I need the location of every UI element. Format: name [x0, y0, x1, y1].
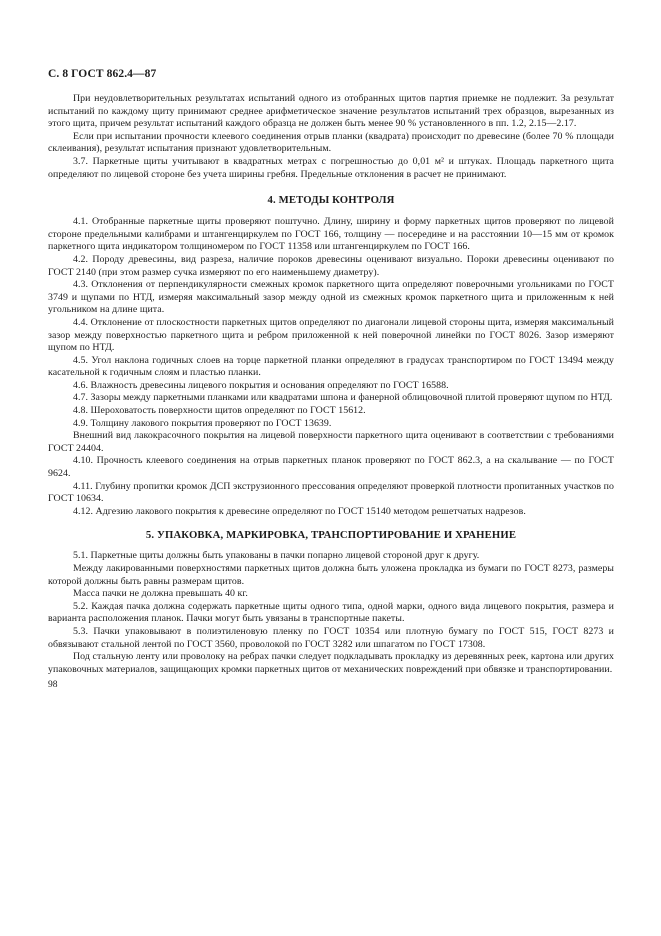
- paragraph-5-3: 5.3. Пачки упаковывают в полиэтиленовую пленку по ГОСТ 10354 или плотную бумагу по ГОСТ 515, ГОСТ 8273 и обвязывают стальной лентой по ГОСТ 3560, проволокой по ГОСТ 3282 или шпагатом по ГОСТ 17308.: [48, 625, 614, 650]
- paragraph-intro-2: Если при испытании прочности клеевого соединения отрыв планки (квадрата) происходит по древесине (более 70 % площади склеивания), результат испытания признают удовлетворительным.: [48, 130, 614, 155]
- paragraph-4-3: 4.3. Отклонения от перпендикулярности смежных кромок паркетного щита определяют поверочными угольниками по ГОСТ 3749 и щупами по НТД, измеряя максимальный зазор между одной из смежных кромок паркетного щита и приложенным к ней угольником на длине щита.: [48, 279, 614, 316]
- paragraph-4-6: 4.6. Влажность древесины лицевого покрытия и основания определяют по ГОСТ 16588.: [73, 379, 449, 391]
- paragraph-5-3-strapping: Под стальную ленту или проволоку на ребрах пачки следует подкладывать прокладку из деревянных реек, картона или других упаковочных материалов, защищающих кромки паркетных щитов от механических повреждений при обвязке и транспортировании.: [48, 651, 614, 675]
- section-4-title: 4. МЕТОДЫ КОНТРОЛЯ: [267, 194, 395, 207]
- paragraph-4-7: 4.7. Зазоры между паркетными планками или квадратами шпона и фанерной облицовочной плитой проверяют щупом по НТД.: [73, 392, 613, 404]
- paragraph-4-12: 4.12. Адгезию лакового покрытия к древесине определяют по ГОСТ 15140 методом решетчатых надрезов.: [73, 505, 526, 517]
- page-number: 98: [48, 680, 58, 691]
- paragraph-4-2: 4.2. Породу древесины, вид разреза, наличие пороков древесины оценивают визуально. Пороки древесины оценивают по ГОСТ 2140 (при этом размер сучка измеряют по его наименьшему диаметру).: [48, 253, 614, 278]
- paragraph-4-4: 4.4. Отклонение от плоскостности паркетных щитов определяют по диагонали лицевой стороны щита, измеряя максимальный зазор между поверхностью паркетного щита и ребром приложенной к ней поверочной линейки по ГОСТ 8026. Зазор измеряют щупом по НТД.: [48, 316, 614, 354]
- paragraph-intro-1: При неудовлетворительных результатах испытаний одного из отобранных щитов партия приемке не подлежит. За результат испытаний по каждому щиту принимают среднее арифметическое значение результатов испытаний трех образцов, вырезанных из этого щита, причем результат испытаний каждого образца не должен быть менее 90 % установленного в пп. 1.2, 2.15—2.17.: [48, 93, 614, 130]
- paragraph-4-1: 4.1. Отобранные паркетные щиты проверяют поштучно. Длину, ширину и форму паркетных щитов проверяют по лицевой стороне предельными калибрами и штангенциркулем по ГОСТ 166, толщину — посередине и на расстоянии 10—15 мм от кромок паркетного щита индикатором толщиномером по ГОСТ 11358 или штангенциркулем по ГОСТ 166.: [48, 216, 614, 253]
- paragraph-4-9: 4.9. Толщину лакового покрытия проверяют по ГОСТ 13639.: [73, 417, 332, 429]
- paragraph-3-7: 3.7. Паркетные щиты учитывают в квадратных метрах с погрешностью до 0,01 м² и штуках. Площадь паркетного щита определяют по лицевой стороне без учета ширины гребня. Предельные отклонения в расчет не принимают.: [48, 155, 614, 180]
- document-page: [48, 68, 614, 690]
- running-header: С. 8 ГОСТ 862.4—87: [48, 68, 157, 80]
- section-5-title: 5. УПАКОВКА, МАРКИРОВКА, ТРАНСПОРТИРОВАНИЕ И ХРАНЕНИЕ: [145, 529, 517, 542]
- paragraph-5-1-mass: Масса пачки не должна превышать 40 кг.: [73, 588, 248, 600]
- paragraph-5-2: 5.2. Каждая пачка должна содержать паркетные щиты одного типа, одной марки, одного вида лицевого покрытия, размера и варианта расположения планок. Пачки могут быть увязаны в транспортные пакеты.: [48, 600, 614, 625]
- paragraph-4-10: 4.10. Прочность клеевого соединения на отрыв паркетных планок проверяют по ГОСТ 862.3, а на скалывание — по ГОСТ 9624.: [48, 455, 614, 480]
- paragraph-4-11: 4.11. Глубину пропитки кромок ДСП экструзионного прессования определяют проверкой плотности пропитанных участков по ГОСТ 10634.: [48, 480, 614, 505]
- paragraph-5-1: 5.1. Паркетные щиты должны быть упакованы в пачки попарно лицевой стороной друг к другу.: [73, 550, 480, 562]
- paragraph-4-8: 4.8. Шероховатость поверхности щитов определяют по ГОСТ 15612.: [73, 405, 366, 417]
- paragraph-4-9-appearance: Внешний вид лакокрасочного покрытия на лицевой поверхности паркетного щита оценивают в соответствии с требованиями ГОСТ 24404.: [48, 430, 614, 454]
- paragraph-4-5: 4.5. Угол наклона годичных слоев на торце паркетной планки определяют в градусах транспортиром по ГОСТ 13494 между касательной к годичным слоям и пластью планки.: [48, 354, 614, 379]
- paragraph-5-1-interlayer: Между лакированными поверхностями паркетных щитов должна быть уложена прокладка из бумаги по ГОСТ 8273, размеры которой должны быть равны размерам щитов.: [48, 563, 614, 587]
